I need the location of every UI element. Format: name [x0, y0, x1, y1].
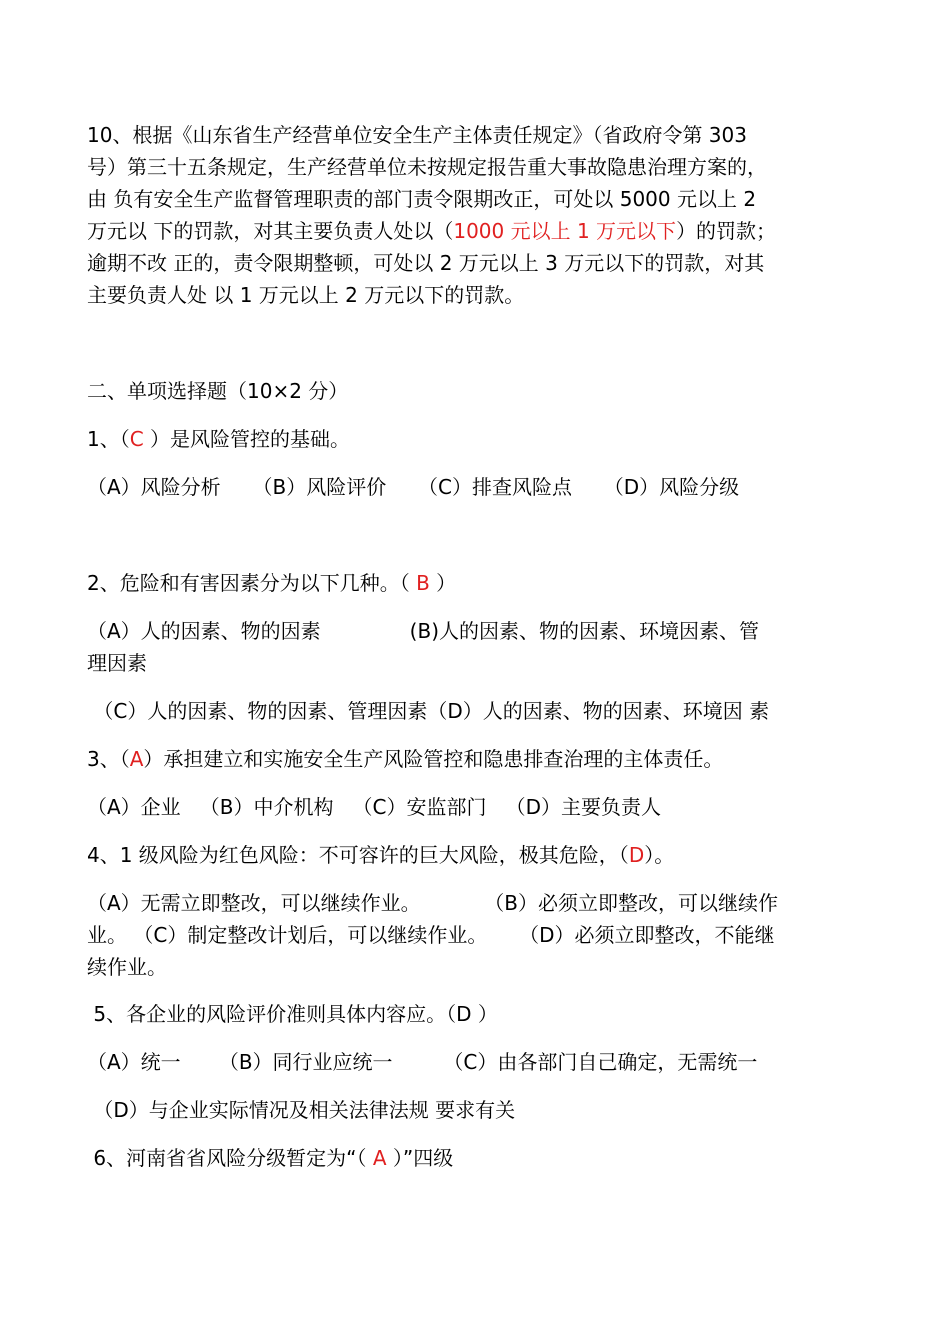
q4-options-line-1: （A）无需立即整改，可以继续作业。 （B）必须立即整改，可以继续作 [87, 891, 778, 915]
q6-answer: A [372, 1146, 387, 1170]
q2-question [87, 567, 863, 599]
q2-options-line-2: 理因素 [87, 651, 147, 675]
q10-line-5: 逾期不改 正的，责令限期整顿，可处以 2 万元以上 3 万元以下的罚款，对其 [87, 251, 765, 275]
q4-options-line-3: 续作业。 [87, 955, 167, 979]
q4-pre: 4、1 级风险为红色风险：不可容许的巨大风险，极其危险，（ [87, 843, 629, 867]
q10-line-2: 号）第三十五条规定，生产经营单位未按规定报告重大事故隐患治理方案的， [87, 155, 767, 179]
q1-pre: 1、（ [87, 427, 130, 451]
q1-options: （A）风险分析 （B）风险评价 （C）排查风险点 （D）风险分级 [87, 475, 740, 499]
q4-question [87, 839, 863, 871]
q10-line-6: 主要负责人处 以 1 万元以上 2 万元以下的罚款。 [87, 283, 525, 307]
q10-line-4-pre: 万元以 下的罚款，对其主要负责人处以（ [87, 219, 454, 243]
q10-answer: 1000 元以上 1 万元以下 [453, 219, 677, 243]
q4-answer: D [628, 843, 645, 867]
section-2-heading: 二、单项选择题（10×2 分） [87, 379, 349, 403]
q5-options-line-1: （A）统一 （B）同行业应统一 （C）由各部门自己确定，无需统一 [87, 1050, 758, 1074]
q2-answer: B [416, 571, 430, 595]
q2-pre: 2、危险和有害因素分为以下几种。（ [87, 571, 417, 595]
q3-options: （A）企业 （B）中介机构 （C）安监部门 （D）主要负责人 [87, 795, 661, 819]
q2-options-line-3: （C）人的因素、物的因素、管理因素（D）人的因素、物的因素、环境因 素 [87, 699, 770, 723]
q2-options-line-1: （A）人的因素、物的因素 (B)人的因素、物的因素、环境因素、管 [87, 619, 760, 643]
q10-line-4-post: ）的罚款； [676, 219, 777, 243]
q10-line-1: 10、根据《山东省生产经营单位安全生产主体责任规定》（省政府令第 303 [87, 123, 747, 147]
q6-post: ）”四级 [386, 1146, 454, 1170]
q5-options-line-2: （D）与企业实际情况及相关法律法规 要求有关 [87, 1098, 516, 1122]
q6-question [87, 1142, 863, 1174]
q1-question [87, 423, 863, 455]
q10-line-4 [87, 215, 863, 247]
q1-post: ）是风险管控的基础。 [143, 427, 351, 451]
q1-answer: C [129, 427, 144, 451]
q4-options-line-2: 业。 （C）制定整改计划后，可以继续作业。 （D）必须立即整改，不能继 [87, 923, 775, 947]
q3-question [87, 743, 863, 775]
q5-question: 5、各企业的风险评价准则具体内容应。（D ） [87, 1002, 498, 1026]
q6-pre: 6、河南省省风险分级暂定为“（ [87, 1146, 373, 1170]
q3-answer: A [129, 747, 144, 771]
q3-post: ）承担建立和实施安全生产风险管控和隐患排查治理的主体责任。 [143, 747, 724, 771]
q4-post: ）。 [644, 843, 675, 867]
q3-pre: 3、（ [87, 747, 130, 771]
q10-line-3: 由 负有安全生产监督管理职责的部门责令限期改正，可处以 5000 元以上 2 [87, 187, 757, 211]
q2-post: ） [429, 571, 457, 595]
